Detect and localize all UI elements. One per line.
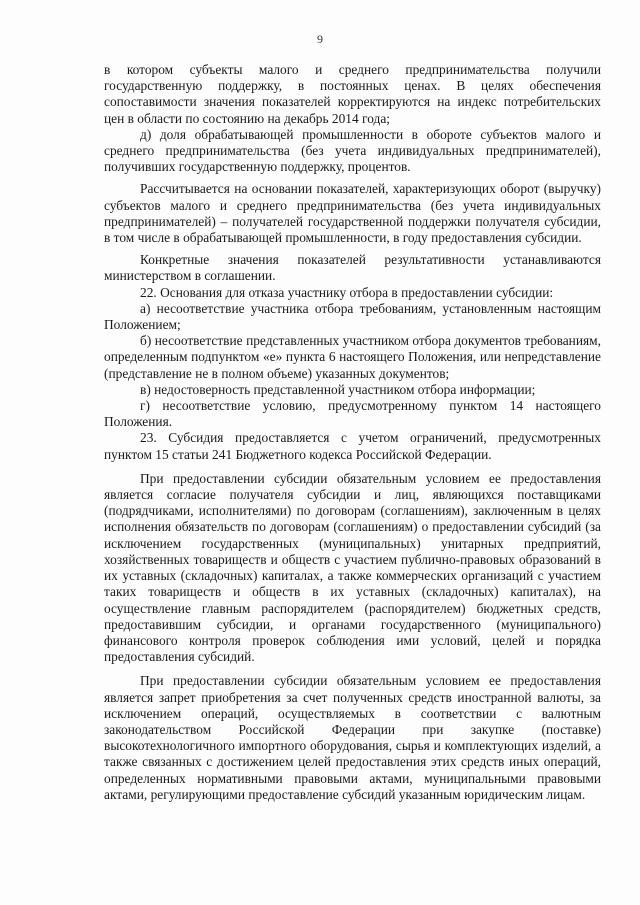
paragraph-item-b: б) несоответствие представленных участником отбора документов требованиям, определенным подпунктом «е» пункта 6 настоящего Положения, или непредставление (представление не в полном объеме) указанных документов; bbox=[104, 333, 601, 381]
paragraph-item-d: д) доля обрабатывающей промышленности в обороте субъектов малого и среднего предпринимательства (без учета индивидуальных предпринимателей), получивших государственную поддержку, процентов. bbox=[104, 126, 601, 175]
paragraph-item-a: а) несоответствие участника отбора требованиям, установленным настоящим Положением; bbox=[104, 300, 601, 333]
page-number: 9 bbox=[317, 32, 323, 46]
paragraph-continuation: в котором субъекты малого и среднего предпринимательства получили государственную поддержку, в постоянных ценах. В целях обеспечения сопоставимости значения показателей корректируются на индекс потребительских цен в области по состоянию на декабрь 2014 года; bbox=[104, 62, 601, 126]
paragraph-item-v: в) недостоверность представленной участником отбора информации; bbox=[140, 381, 536, 397]
document-body bbox=[104, 62, 601, 803]
paragraph-section-23: 23. Субсидия предоставляется с учетом ограничений, предусмотренных пунктом 15 статьи 241 Бюджетного кодекса Российской Федерации. bbox=[104, 430, 601, 462]
paragraph-condition-consent: При предоставлении субсидии обязательным условием ее предоставления является согласие получателя субсидии и лиц, являющихся поставщиками (подрядчиками, исполнителями) по договорам (соглашениям), заключенным в целях исполнения обязательств по договорам (соглашениям) о предоставлении субсидий (за исключением государственных (муниципальных) унитарных предприятий, хозяйственных товариществ и обществ с участием публично-правовых образований в их уставных (складочных) капиталах, а также коммерческих организаций с участием таких товариществ и обществ в их уставных (складочных) капиталах), на осуществление главным распорядителем (распорядителем) бюджетных средств, предоставившим субсидии, и органами государственного (муниципального) финансового контроля проверок соблюдения ими условий, целей и порядка предоставления субсидий. bbox=[104, 470, 601, 665]
paragraph-item-g: г) несоответствие условию, предусмотренному пунктом 14 настоящего Положения. bbox=[104, 398, 601, 430]
paragraph-condition-currency: При предоставлении субсидии обязательным условием ее предоставления является запрет приобретения за счет полученных средств иностранной валюты, за исключением операций, осуществляемых в соответствии с валютным законодательством Российской Федерации при закупке (поставке) высокотехнологичного импортного оборудования, сырья и комплектующих изделий, а также связанных с достижением целей предоставления этих средств иных операций, определенных нормативными правовыми актами, муниципальными правовыми актами, регулирующими предоставление субсидий указанным юридическим лицам. bbox=[104, 673, 601, 802]
paragraph-calculation: Рассчитывается на основании показателей, характеризующих оборот (выручку) субъектов малого и среднего предпринимательства (без учета индивидуальных предпринимателей) – получателей государственной поддержки получателя субсидии, в том числе в обрабатывающей промышленности, в году предоставления субсидии. bbox=[104, 181, 601, 246]
paragraph-indicator-values: Конкретные значения показателей результативности устанавливаются министерством в соглашении. bbox=[104, 252, 601, 284]
paragraph-section-22: 22. Основания для отказа участнику отбора в предоставлении субсидии: bbox=[140, 284, 554, 300]
